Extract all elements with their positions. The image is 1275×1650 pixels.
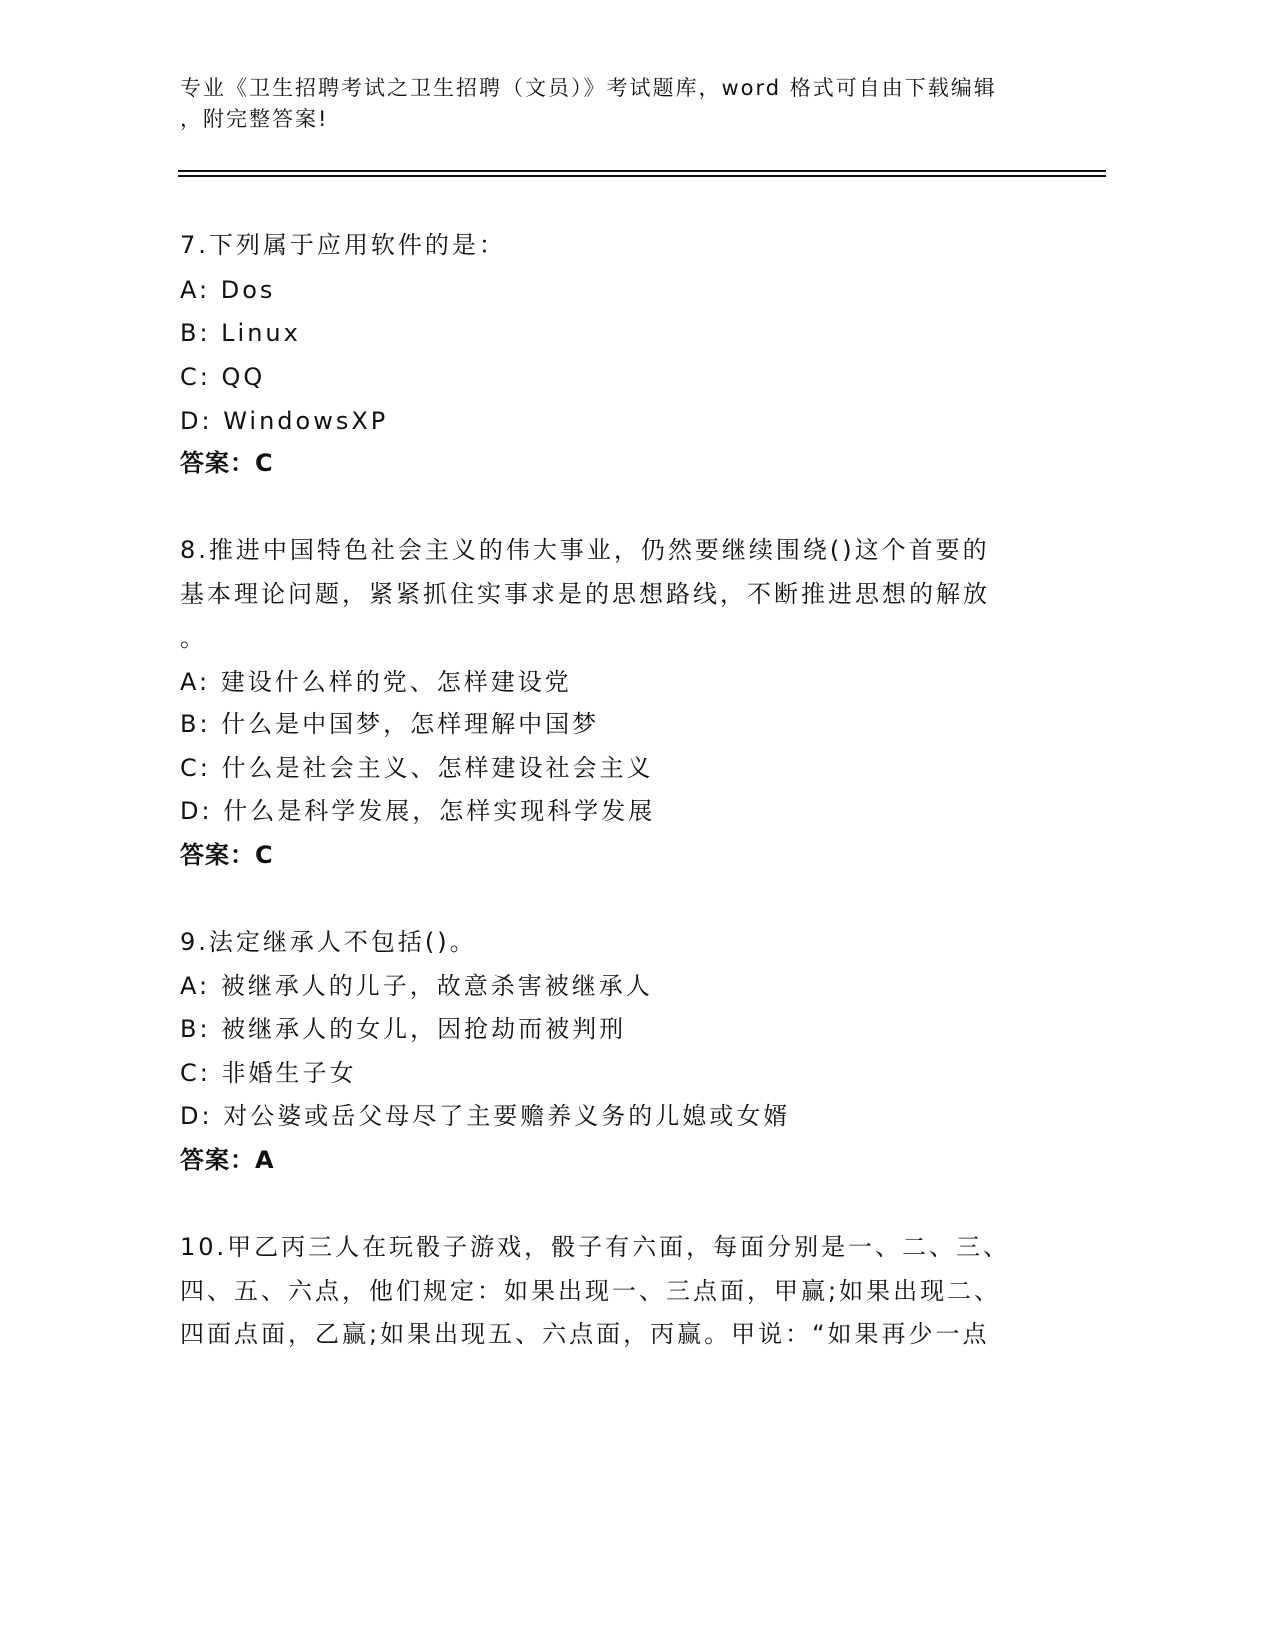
option-b: B: Linux (180, 319, 301, 347)
option-b: B: 什么是中国梦，怎样理解中国梦 (180, 710, 600, 738)
answer: 答案：C (180, 449, 274, 477)
question-stem: 。 (180, 624, 207, 652)
question-stem: 四、五、六点，他们规定：如果出现一、三点面，甲赢;如果出现二、 (180, 1277, 1002, 1305)
option-c: C: QQ (180, 363, 266, 391)
question-stem: 四面点面，乙赢;如果出现五、六点面，丙赢。甲说：“如果再少一点 (180, 1320, 990, 1348)
question-stem: 基本理论问题，紧紧抓住实事求是的思想路线，不断推进思想的解放 (180, 580, 990, 608)
divider-bottom (178, 175, 1106, 177)
question-stem: 10.甲乙丙三人在玩骰子游戏，骰子有六面，每面分别是一、二、三、 (180, 1233, 1011, 1261)
divider-top (178, 170, 1106, 172)
option-d: D: 什么是科学发展，怎样实现科学发展 (180, 797, 656, 825)
option-c: C: 什么是社会主义、怎样建设社会主义 (180, 754, 654, 782)
answer: 答案：A (180, 1146, 275, 1174)
option-a: A: 被继承人的儿子，故意杀害被继承人 (180, 972, 653, 1000)
answer: 答案：C (180, 841, 274, 869)
question-stem: 9.法定继承人不包括()。 (180, 928, 477, 956)
header-line-1: 专业《卫生招聘考试之卫生招聘（文员）》考试题库，word 格式可自由下载编辑 (180, 76, 997, 100)
option-c: C: 非婚生子女 (180, 1059, 357, 1087)
question-stem: 7.下列属于应用软件的是： (180, 231, 506, 259)
option-b: B: 被继承人的女儿，因抢劫而被判刑 (180, 1015, 627, 1043)
header-line-2: ，附完整答案! (180, 107, 329, 131)
option-a: A: Dos (180, 276, 276, 304)
option-d: D: WindowsXP (180, 407, 389, 435)
option-d: D: 对公婆或岳父母尽了主要赡养义务的儿媳或女婿 (180, 1102, 791, 1130)
option-a: A: 建设什么样的党、怎样建设党 (180, 668, 572, 696)
question-stem: 8.推进中国特色社会主义的伟大事业，仍然要继续围绕()这个首要的 (180, 536, 990, 564)
